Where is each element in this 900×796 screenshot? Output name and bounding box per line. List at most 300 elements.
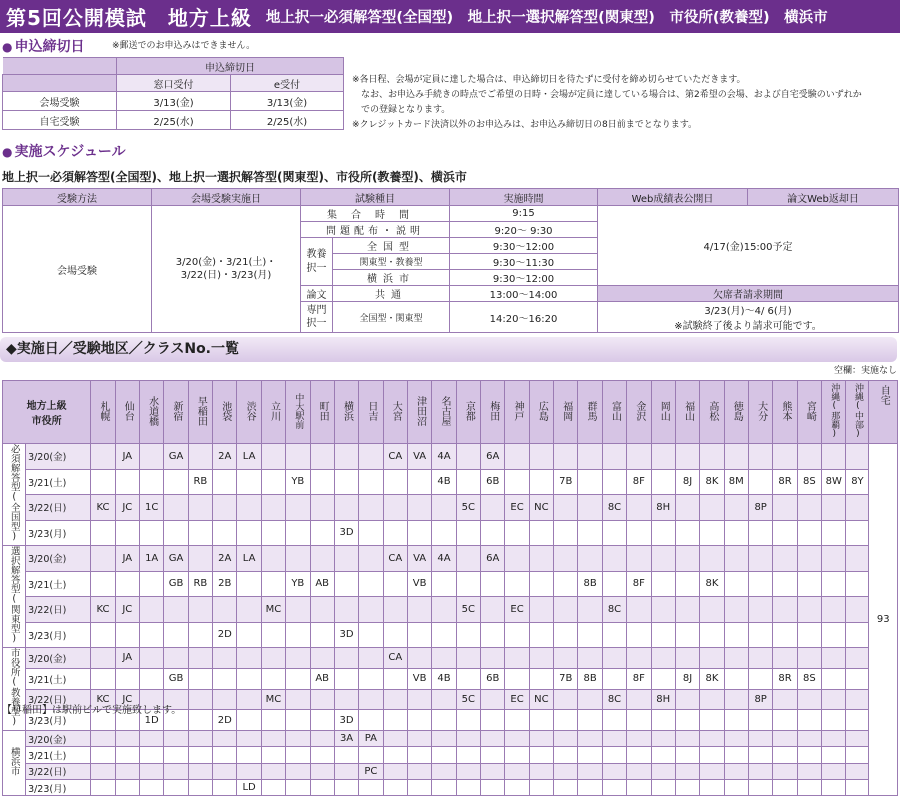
class-cell (554, 520, 578, 546)
class-cell (456, 779, 480, 795)
class-cell (261, 546, 285, 572)
class-cell (627, 648, 651, 669)
class-cell (748, 520, 772, 546)
class-cell (91, 668, 115, 689)
class-cell (310, 747, 334, 763)
class-cell (91, 763, 115, 779)
class-cell (359, 747, 383, 763)
class-cell (627, 779, 651, 795)
class-cell (748, 444, 772, 470)
class-cell (700, 731, 724, 747)
class-cell (383, 520, 407, 546)
class-cell (578, 597, 602, 623)
class-cell (115, 763, 139, 779)
class-cell (773, 648, 797, 669)
class-cell (91, 571, 115, 597)
class-cell (773, 731, 797, 747)
class-cell (578, 710, 602, 731)
class-cell (164, 495, 188, 521)
group-label (3, 546, 26, 648)
class-cell (383, 668, 407, 689)
banner-title: 第5回公開模試 地方上級 (6, 6, 252, 30)
class-cell (286, 622, 310, 648)
schedule-heading (2, 141, 126, 161)
class-cell: JC (115, 495, 139, 521)
class-cell: 8K (700, 469, 724, 495)
class-cell (505, 469, 529, 495)
class-cell: 1A (139, 546, 163, 572)
class-cell (675, 444, 699, 470)
venue-header (237, 381, 261, 444)
class-cell (481, 710, 505, 731)
date-cell: 3/22(日) (26, 597, 91, 623)
class-cell (188, 597, 212, 623)
class-cell (164, 779, 188, 795)
class-cell (188, 444, 212, 470)
class-cell (456, 571, 480, 597)
class-cell: 4A (432, 546, 456, 572)
class-cell (748, 622, 772, 648)
class-cell (456, 622, 480, 648)
class-cell (797, 546, 821, 572)
class-cell (237, 668, 261, 689)
class-cell (310, 469, 334, 495)
class-cell (651, 597, 675, 623)
class-cell (481, 689, 505, 710)
class-cell (700, 648, 724, 669)
class-cell: AB (310, 668, 334, 689)
venue-header (359, 381, 383, 444)
class-cell (651, 469, 675, 495)
class-cell (724, 622, 748, 648)
class-cell (432, 731, 456, 747)
date-cell: 3/23(月) (26, 710, 91, 731)
class-cell: JA (115, 546, 139, 572)
class-cell: CA (383, 546, 407, 572)
class-cell (237, 689, 261, 710)
class-cell (139, 444, 163, 470)
class-cell: MC (261, 689, 285, 710)
class-cell (602, 546, 626, 572)
venue-name: 大宮 (390, 400, 402, 421)
item-name: 集合時間 (301, 206, 450, 222)
class-cell (651, 763, 675, 779)
item-group: 専門択一 (301, 302, 333, 333)
class-cell (554, 763, 578, 779)
class-cell (529, 571, 553, 597)
class-cell (91, 520, 115, 546)
class-cell (359, 444, 383, 470)
class-cell: 3D (334, 710, 358, 731)
class-cell (407, 648, 431, 669)
class-cell (286, 597, 310, 623)
class-cell (797, 444, 821, 470)
class-cell (359, 571, 383, 597)
web-date: 4/17(金)15:00予定 (598, 206, 899, 286)
venue-name: 立川 (268, 400, 280, 421)
class-cell (578, 546, 602, 572)
venue-header (700, 381, 724, 444)
class-cell (407, 597, 431, 623)
class-cell: 8C (602, 689, 626, 710)
venue-name: 沖縄(中部) (852, 382, 863, 439)
class-cell (554, 747, 578, 763)
class-cell: 8P (748, 495, 772, 521)
class-cell (334, 747, 358, 763)
class-cell (286, 779, 310, 795)
class-cell (261, 747, 285, 763)
class-cell (700, 495, 724, 521)
class-cell (505, 444, 529, 470)
class-cell (529, 469, 553, 495)
class-cell: 8J (675, 668, 699, 689)
venue-header (481, 381, 505, 444)
class-cell (115, 731, 139, 747)
class-cell (237, 622, 261, 648)
venue-header (822, 381, 846, 444)
class-cell (748, 710, 772, 731)
class-cell (383, 622, 407, 648)
class-cell: NC (529, 689, 553, 710)
class-cell (554, 689, 578, 710)
row-label: 自宅受験 (3, 111, 117, 130)
class-cell (261, 763, 285, 779)
venue-name: 高松 (706, 400, 718, 421)
class-cell: EC (505, 689, 529, 710)
venue-name: 町田 (317, 400, 329, 421)
venue-name: 京都 (463, 400, 475, 421)
class-cell (529, 444, 553, 470)
venue-header (797, 381, 821, 444)
class-cell (505, 668, 529, 689)
class-cell (456, 520, 480, 546)
class-cell (846, 597, 869, 623)
class-cell: GA (164, 546, 188, 572)
class-cell (359, 668, 383, 689)
class-cell (481, 779, 505, 795)
class-cell: 6B (481, 469, 505, 495)
class-cell (846, 763, 869, 779)
class-cell (164, 747, 188, 763)
class-cell (334, 495, 358, 521)
venue-name: 札幌 (97, 400, 109, 421)
class-cell (188, 495, 212, 521)
class-cell (188, 710, 212, 731)
venue-name: 新宿 (171, 400, 183, 421)
venue-header (627, 381, 651, 444)
class-cell (505, 546, 529, 572)
class-cell (846, 747, 869, 763)
class-cell (213, 668, 237, 689)
class-cell (310, 597, 334, 623)
class-cell (554, 648, 578, 669)
class-cell (237, 731, 261, 747)
class-cell (91, 779, 115, 795)
col-essay: 論文Web返却日 (748, 189, 899, 206)
class-cell: RB (188, 571, 212, 597)
class-cell: 3D (334, 520, 358, 546)
class-cell (91, 731, 115, 747)
class-cell (505, 763, 529, 779)
class-cell (724, 763, 748, 779)
class-cell: 8W (822, 469, 846, 495)
class-cell: 8S (797, 668, 821, 689)
class-cell (407, 622, 431, 648)
class-cell: 1D (139, 710, 163, 731)
class-cell (383, 495, 407, 521)
date-cell: 3/20(金) (26, 444, 91, 470)
item-name: 横浜市 (333, 270, 450, 286)
class-cell (797, 731, 821, 747)
class-cell (748, 668, 772, 689)
class-cell (188, 747, 212, 763)
class-cell (748, 648, 772, 669)
class-cell (797, 622, 821, 648)
class-cell (432, 648, 456, 669)
class-cell (432, 622, 456, 648)
class-cell (383, 469, 407, 495)
class-cell (773, 546, 797, 572)
home-label: 自宅 (878, 385, 890, 405)
class-cell (602, 571, 626, 597)
class-cell (237, 469, 261, 495)
class-cell (846, 648, 869, 669)
venue-header (675, 381, 699, 444)
class-cell: CA (383, 444, 407, 470)
class-cell (164, 469, 188, 495)
class-cell (432, 520, 456, 546)
class-cell (578, 779, 602, 795)
class-cell (139, 668, 163, 689)
class-cell (213, 689, 237, 710)
class-cell (724, 597, 748, 623)
class-cell (651, 444, 675, 470)
class-cell (822, 495, 846, 521)
class-cell: 8J (675, 469, 699, 495)
item-time: 9:15 (450, 206, 598, 222)
class-cell (432, 710, 456, 731)
class-table (2, 380, 898, 796)
class-cell (773, 622, 797, 648)
class-cell (261, 648, 285, 669)
group-name: 市役所(教養型) (8, 648, 20, 727)
class-cell (261, 779, 285, 795)
class-cell (261, 520, 285, 546)
class-cell (797, 747, 821, 763)
class-cell (286, 747, 310, 763)
date-cell: 3/21(土) (26, 668, 91, 689)
class-cell (773, 747, 797, 763)
date-cell: 3/20(金) (26, 546, 91, 572)
venue-header (724, 381, 748, 444)
item-time: 13:00〜14:00 (450, 286, 598, 302)
class-cell (505, 710, 529, 731)
class-cell: 8R (773, 668, 797, 689)
class-cell (627, 747, 651, 763)
venue-header (383, 381, 407, 444)
class-cell (578, 731, 602, 747)
class-cell (822, 546, 846, 572)
class-cell (846, 779, 869, 795)
class-cell (432, 779, 456, 795)
class-cell (505, 622, 529, 648)
venue-name: 名古屋 (438, 395, 450, 426)
class-cell (432, 495, 456, 521)
class-cell (846, 710, 869, 731)
venue-header (846, 381, 869, 444)
class-cell (139, 571, 163, 597)
class-cell (554, 546, 578, 572)
date-cell: 3/22(日) (26, 763, 91, 779)
class-cell (407, 747, 431, 763)
class-cell (188, 689, 212, 710)
class-cell (797, 495, 821, 521)
class-cell (237, 520, 261, 546)
class-cell (139, 520, 163, 546)
class-cell (188, 731, 212, 747)
class-cell (529, 622, 553, 648)
class-cell (822, 668, 846, 689)
class-cell (188, 779, 212, 795)
class-cell (529, 648, 553, 669)
item-name: 共通 (333, 286, 450, 302)
class-cell (115, 469, 139, 495)
venue-name: 仙台 (122, 400, 134, 421)
class-cell (432, 747, 456, 763)
venue-name: 津田沼 (414, 395, 426, 426)
class-cell (675, 520, 699, 546)
class-cell: 4A (432, 444, 456, 470)
class-cell (334, 779, 358, 795)
class-cell (261, 622, 285, 648)
class-cell (383, 763, 407, 779)
class-cell (675, 571, 699, 597)
venue-header (164, 381, 188, 444)
class-cell: JC (115, 689, 139, 710)
class-cell (602, 622, 626, 648)
class-cell (505, 731, 529, 747)
class-cell: 3A (334, 731, 358, 747)
class-cell (578, 763, 602, 779)
class-cell (627, 763, 651, 779)
class-cell: 8P (748, 689, 772, 710)
class-cell (407, 520, 431, 546)
deadline-value: 3/13(金) (117, 92, 231, 111)
date-cell: 3/23(月) (26, 779, 91, 795)
class-cell (724, 648, 748, 669)
class-cell (724, 546, 748, 572)
class-cell (310, 648, 334, 669)
class-cell (675, 779, 699, 795)
class-cell (773, 689, 797, 710)
date-cell: 3/23(月) (26, 622, 91, 648)
class-cell (432, 571, 456, 597)
class-cell (700, 747, 724, 763)
item-name: 関東型・教養型 (333, 254, 450, 270)
remark-2: なお、お申込み手続きの時点でご希望の日時・会場が定員に達している場合は、第2希望の会場、および自宅受験のいずれか (352, 90, 862, 100)
class-cell (700, 689, 724, 710)
class-cell (748, 597, 772, 623)
class-cell: VA (407, 444, 431, 470)
item-name: 全国型 (333, 238, 450, 254)
class-cell (846, 495, 869, 521)
col-time: 実施時間 (450, 189, 598, 206)
class-cell (505, 571, 529, 597)
class-cell (164, 520, 188, 546)
class-cell: PA (359, 731, 383, 747)
class-cell (773, 779, 797, 795)
class-cell (115, 622, 139, 648)
class-cell (481, 648, 505, 669)
class-cell (554, 622, 578, 648)
class-cell (432, 689, 456, 710)
class-cell (529, 520, 553, 546)
class-cell (115, 571, 139, 597)
class-cell (700, 763, 724, 779)
class-cell (651, 571, 675, 597)
venue-header (505, 381, 529, 444)
class-cell (213, 779, 237, 795)
schedule-subheading: 地上択一必須解答型(全国型)、地上択一選択解答型(関東型)、市役所(教養型)、横浜市 (2, 170, 467, 184)
class-cell (481, 731, 505, 747)
class-cell (651, 710, 675, 731)
class-cell (188, 546, 212, 572)
class-cell: 2D (213, 622, 237, 648)
class-cell (554, 779, 578, 795)
class-cell: KC (91, 495, 115, 521)
class-cell (213, 520, 237, 546)
class-cell (139, 763, 163, 779)
class-cell (261, 710, 285, 731)
class-cell (822, 444, 846, 470)
class-cell (675, 763, 699, 779)
class-cell (602, 731, 626, 747)
class-cell (700, 444, 724, 470)
class-cell (797, 763, 821, 779)
class-cell (700, 546, 724, 572)
class-cell: LD (237, 779, 261, 795)
class-cell (164, 597, 188, 623)
col-web: Web成績表公開日 (598, 189, 748, 206)
classes-heading: ◆実施日／受験地区／クラスNo.一覧 (0, 337, 897, 362)
class-cell (481, 597, 505, 623)
class-cell (822, 648, 846, 669)
class-cell (456, 668, 480, 689)
class-cell (407, 495, 431, 521)
class-cell: 1C (139, 495, 163, 521)
class-cell (383, 710, 407, 731)
class-cell (748, 763, 772, 779)
venue-name: 岡山 (658, 400, 670, 421)
item-group: 論文 (301, 286, 333, 302)
group-label (3, 648, 26, 731)
class-cell (188, 668, 212, 689)
corner-label: 地方上級 市役所 (3, 381, 91, 444)
class-cell (359, 546, 383, 572)
class-cell (602, 710, 626, 731)
class-cell (213, 495, 237, 521)
class-cell (529, 763, 553, 779)
class-cell (432, 763, 456, 779)
col-method: 受験方法 (3, 189, 152, 206)
class-cell: KC (91, 597, 115, 623)
home-class-cell: 93 (869, 444, 898, 796)
class-cell (261, 444, 285, 470)
class-cell: 5C (456, 689, 480, 710)
class-cell (359, 710, 383, 731)
class-cell (627, 731, 651, 747)
venue-name: 福岡 (560, 400, 572, 421)
